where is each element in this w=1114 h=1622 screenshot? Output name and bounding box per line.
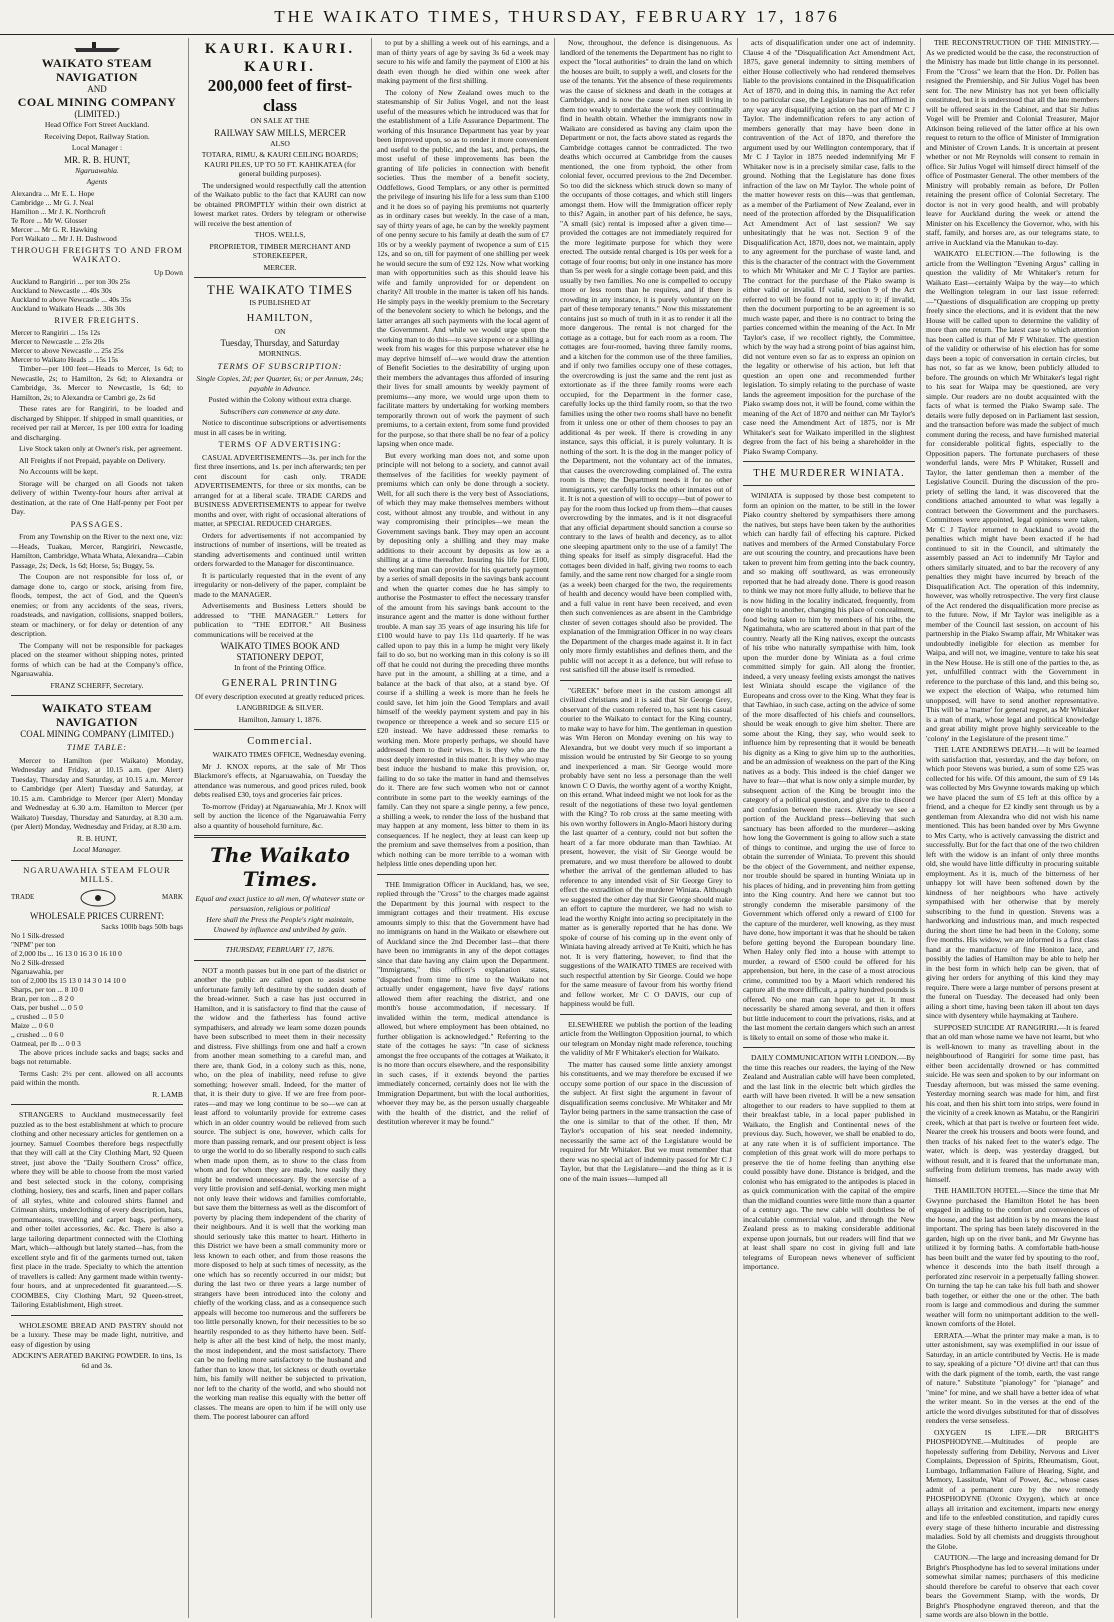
advertising-terms: CASUAL ADVERTISEMENTS—3s. per inch for the first three insertions, and 1s. per inch afterwards; ten per cent discount for cash only. TRADE ADVERTISEMENTS, for three or six months, can be arranged for at a liberal scale. TRADE CARDS and BUSINESS ADVERTISEMENTS to appear for twelve months and over, with right of occasional alterations of matter, at SPECIAL REDUCED CHARGES. <box>194 452 366 528</box>
steam-nav-agents: Agents <box>86 177 108 186</box>
price-row: "NPM" per ton <box>11 939 56 949</box>
steam-nav-town: Ngaruawahia. <box>75 165 119 175</box>
orders-note: Orders for advertisements if not accompanied by instructions of number of insertions, will be treated as standing advertisements and continued until written orders forwarded to the Manager for discontinuance. <box>194 530 366 568</box>
also-label: ALSO <box>270 138 290 148</box>
trade-mark-row <box>11 888 183 908</box>
secretary-sig: FRANZ SCHERFF, Secretary. <box>50 680 144 690</box>
sacks-header: Sacks 100lb bags 50lb bags <box>101 921 183 931</box>
article-text: to put by a shilling a week out of his earnings, and a man of thirty years of age by saving 3s 6d a week may secure to his wife and family the payment of £100 at his death even though he died within one week after making payment of the first shilling. <box>377 38 549 85</box>
suicide-article: SUPPOSED SUICIDE AT RANGIRIRI.—It is feared that an old man whose name we have not learnt, but who is well-known to many as travelling about in the neighbourhood of Rangiriri for some time past, has either been accidentally drowned or has committed suicide. He was seen and spoken to by our informant on Tuesday afternoon, but was missed the same evening. Yesterday morning search was made for him, and first his coat, and then his shirt torn into strips, were found in the vicinity of a creek known as Matahu, or the Rangiriri creek, which at that part is twelve or fourteen feet wide. Nearer the creek his trousers and boots were found, and then tracks of his naked feet to the water's edge. The water, which is deep, was yesterday dragged, but without result, and it is feared that the unfortunate man, suffering from delirium tremens, has made away with himself. <box>926 1022 1099 1184</box>
article-text: "GREEK" before meet in the custom amongst all civilized christians and it is said that Sir George Grey, observant of the custom referred to, has sent his casual courier to the Waikato to contact for the King country, to make way to have for him. The gentleman in question was Wm Heron on Monday evening on his way to Alexandra, but we doubt very much if so important a mission would be entrusted by Sir George to so young and inexperienced a man. Sir George would more probably have sent no less a personage than the well known C O Davis, the worthy agent of a worthy Knight, on this errand. What indeed might we not look for as the result of the negotiations of these two loyal gentlemen with the King? To rob cross at the same meeting with his own worthy followers in Anglo-Maori history during the last quarter of a century, could not but soften the heart of a far more obdurate man than Tawhiao. At present, however, the visit of Sir George would be premature, and we must therefore be allowed to doubt whether the arrival of the gentleman alluded to has reference to any intended visit of Sir George Grey to effect the extradition of the murderer Winiata. Although we suggested the other day that Sir George should make an effort to capture the murderer, we had no wish to lead the worthy Knight into acting so precipitately in the matter as is generally reported that he has done. We spoke of course of his coming up in the event only of Winiata having already arrived at Te Kuiti, which he has not. It is very flattering, however, to find that the suggestions of the WAIKATO TIMES are received with such respectful attention by Sir George. Could we hope for the same measure of favour from his worthy friend and fellow worker, Mr C O DAVIS, our cup of happiness would be full. <box>560 685 732 1008</box>
steamship-icon <box>72 40 122 54</box>
page-masthead: THE WAIKATO TIMES, THURSDAY, FEBRUARY 17, 1876 <box>0 0 1114 35</box>
divider <box>11 860 183 861</box>
divider <box>11 1104 183 1105</box>
subscription-terms: Single Copies, 2d; per Quarter, 6s; or per Annum, 24s; payable in Advance. <box>196 374 364 393</box>
agent-row: Mercer ... Mr G. R. Hawking <box>11 224 98 234</box>
on-sale: ON SALE AT THE <box>250 116 310 125</box>
divider <box>743 461 915 462</box>
steam-nav2-title2: COAL MINING COMPANY (LIMITED.) <box>20 729 174 739</box>
death-article: THE LATE ANDREWS DEATH.—It will be learned with satisfaction that, yesterday, and the day before, on which poor Stevens was buried, a sum of some £25 was collected for his wife. Of this amount, the sum of £9 14s was collected by Mrs Gwynne towards making up which we have placed the sum of £5 left at this office by a friend, and a cheque for £2 kindly sent through us by a gentleman from Alexandra who did not wish his name mentioned. This has been handed over by Mrs Gwynne to Mrs Carty, who is actively canvassing the district and successfully. But for the fact that one of the two children left with the widow is an infant of only three months old, she would have little difficulty in procuring suitable employment. As it is, much of the bitterness of her unhappy lot will have been softened down by the kindness of her neighbours who have actively sympathised with her otherwise that by merely subscribing to the fund in question. Stevens was a hardworking and industrious man, and much respected during the short time he had been in the Colony, some five months. His widow, we are informed is a first class hand at the manufacture of fine Honiton lace, and possibly the ladies of Hamilton may be able to help her in the best form in which help can be given, that of giving her orders for anything of this kind they may require. There were a large number of persons present at the funeral on Tuesday. The deceased had only been ailing a short time, having been taken ill about ten days since with dysentery while haymaking at Tauhere. <box>926 745 1099 1020</box>
oats-row: ,, crushed ... 0 6 0 <box>11 1029 64 1039</box>
freight-row: Auckland to Rangiriri ... per ton 30s 25s <box>11 276 131 286</box>
kauri-quantity: 200,000 feet of first-class <box>207 76 353 115</box>
printers-date: Hamilton, January 1, 1876. <box>238 714 322 724</box>
caution-ad: CAUTION.—The large and increasing demand for Dr Bright's Phosphodyne has led to several imitations under somewhat similar names; purchasers of this medicine should therefore be careful to observe that each cover bears the Government Stamp, with the words, Dr Bright's Phosphodyne engraved thereon, and that the same words are also blown in the bottle. <box>926 1553 1099 1618</box>
oats-row: Oatmeal, per lb ... 0 0 3 <box>11 1038 81 1048</box>
steam-nav-receiving: Receiving Depot, Railway Station. <box>44 131 150 141</box>
oxygen-ad: OXYGEN IS LIFE.—DR BRIGHT'S PHOSPHODYNE.—Multitudes of people are hopelessly suffering from Debility, Nervous and Liver Complaints, Depression of Spirits, Rheumatism, Gout, Lumbago, Inflammation Failure of Hearing, Sight, and Memory, Lassitude, Want of Power, &c., whose cases admit of a permanent cure by the new remedy PHOSPHODYNE (Ozonic Oxygen), which at once allays all irritation and excitement, imparts new energy and life to the enfeebled constitution, and rapidly cures every stage of these hitherto incurable and distressing maladies. Sold by all chemists and druggists throughout the Globe. <box>926 1427 1099 1551</box>
column-3 <box>372 38 555 1618</box>
agent-row: Alexandra ... Mr E. L. Hope <box>11 188 95 198</box>
divider <box>743 485 915 486</box>
divider <box>194 960 366 961</box>
steam-nav-title2: COAL MINING COMPANY <box>17 95 177 109</box>
wholesale-prices-heading: WHOLESALE PRICES CURRENT: <box>29 910 165 921</box>
divider <box>194 277 366 278</box>
column-5 <box>738 38 921 1618</box>
divider <box>377 874 549 875</box>
steam-nav-title: WAIKATO STEAM NAVIGATION <box>41 56 153 84</box>
commercial-tomorrow: To-morrow (Friday) at Ngaruawahia, Mr J. Knox will sell by auction the licence of the Ngaruawahia Ferry also a quantity of household furniture, &c. <box>194 801 366 830</box>
price-row: Bran, per ton ... 8 2 0 <box>11 993 74 1003</box>
agent-row: Cambridge ... Mr G. J. Neal <box>11 197 94 207</box>
oats-row: ,, crushed ... 0 5 0 <box>11 1011 64 1021</box>
divider <box>560 1014 732 1015</box>
depot-location: In front of the Printing Office. <box>234 663 326 672</box>
agent-row: Hamilton ... Mr J. K. Northcroft <box>11 206 106 216</box>
trade-mark-emblem-icon <box>78 888 118 908</box>
price-row: Sharps, per ton ... 8 10 0 <box>11 984 84 994</box>
steam-nav2-manager-title: Local Manager. <box>72 845 122 854</box>
printing-sub: Of every description executed at greatly reduced prices. <box>195 691 365 701</box>
article-text: The matter has caused some little anxiety amongst his constituents, and we may therefore be excused if we occupy some portion of our space in the discussion of the subject. At first sight the argument in favour of disqualification seems conclusive. Mr Whitaker and Mr Taylor being partners in the same transaction the case of the one is similar to that of the other. If then, Mr Taylor's occupation of his seat needed indemnity, necessarily the same act of the Legislature would be required for Mr Whitaker. But we must remember that there was no special act of indemnity passed for Mr C J Taylor, but that the Legislature—and the thing as it is one of the main issues—lumped all <box>560 1059 732 1183</box>
price-row: No 2 Silk-dressed <box>11 957 64 967</box>
election-article: WAIKATO ELECTION.—The following is the article from the Wellington "Evening Argus" calling in question the validity of Mr Whitaker's return for Waikato East—certainly Waipa by the way—to which the Wellington telegram in our last issue referred:—"Questions of disqualification are cropping up pretty freely since the elections, and it is evident that the new House will be called upon to determine the validity of more than one return. The latest case to which attention has been called is that of Mr F Whitaker. The question of the validity or otherwise of his election has for some days been a topic of conversation in certain circles, but has not, so far as we know, been publicly alluded to before. The grounds on which Mr Whitaker's legal right to his seat for Waipa may be questioned, are very simple. Our readers are no doubt acquainted with the facts of what is termed the Piako Swamp sale. The details were fully deposed on in Parliament last session, and the transaction before was made the subject of much comment during the recess, and have furnished material for considerable political fights, especially to the Opposition papers. The fortunate purchasers of these wonderful lands, were Mrs P Whitaker, Russell and Taylor, the latter gentleman then a member of the Legislative Council. During the discussion of the pro-priety of selling the land, it was discovered that the conditions attached amounted to what was legally a contract between the Government and the purchasers. Committees were appointed, legal opinions were taken, Mr C J Taylor returned to Auckland to avoid the penalties which might have been exacted if he had continued to sit in the Council, and ultimately the assembly passed an Act to indemnify Mr Taylor and others similarly situated, and to bar the recovery of any penalties they might have incurred by breach of the Disqualification Act. The operation of this indemnity, however, was wholly retrospective. The very first clause of the Act rendered the disqualification more precise as to the future. Now, if Mr Taylor was ineligible as a member of the Council last session, on account of his partnership in the Piako Swamp affair, Mr Whitaker was undoubtedly ineligible for election as member for Waipa, and will not, we imagine, venture to take his seat in the New House. He is still one of the parties to the, as yet, unfulfilled contract with the Government in reference to the purchase of this land, and this being so, we expect the election of Waipa, who returned him unopposed, will have to send another representative. This will be a 'matter' for general regret, as Mr Whitaker is a man of mark, whose legal and political knowledge and great ability might prove highly serviceable to the 'colony' in the Legislature of the present time." <box>926 249 1099 743</box>
prepaid-note: All Freights if not Prepaid, payable on Delivery. <box>19 455 166 465</box>
storage-note: Storage will be charged on all Goods not taken delivery of within Twenty-four hours after arrival at destination, at the rate of One Half-penny per Foot per Day. <box>11 478 183 516</box>
leader-article: NOT a month passes but in one part of the district or another the public are called upon to assist some unfortunate family left destitute by the sudden death of the bread-winner. Such a case has just occurred in Hamilton, and it is satisfactory to find that the cause of the widow and the fatherless has found active sympathisers, and already we learn some dozen pounds have been subscribed to meet them in their necessity and distress. Five shillings from one and half a crown from another mean something to a careful man, and there are, thank God, in a colony such as this, none, who, on the plea of inability, need refuse to give something; however small. Indeed, for the matter of that, it is their duty to give. If we are free from poor-rates—and may we long continue to be so—we can at least afford to voluntarily provide for extreme cases which in an older country would be relieved from such source. The subject is one, however, which calls for more than passing remark, and our present object is less to urge the world to do so liberally respond to such calls when made upon them, as to show to the class from whom and for whom they are made, how easily they might be rendered unnecessary. By the exercise of a very little provision and self-denial, working men might not only leave their widows and families comfortable, but save them the bitterness as well as the discomfort of poverty by placing them independent of the charity of their neighbours. And it is well that the working man should seriously take this matter to heart. Hitherto in this District we have been a small community more or less known to each other, and from those reasons the more disposed to help at such times of necessity, as the one which has so recently occurred in our midst; but during the last two or three years a large number of strangers have been introduced into the colony and chiefly of the working class, and as a consequence such appeals will become too numerous and the sufferers be too little personally known, for their necessities to be so heartily responded to as they hitherto have been. Self-help is after all the best kind of help, the most manly, the most independent, and the most satisfactory. There can be no feeling more satisfactory to the husband and father than to know that, let sickness or death overtake him, his family will neither be subjected to privation, nor left to the charity of the world, and who should not the working man realise this equally with the better off classes. The means are open to him if he will only use them. The poorest labourer can afford <box>194 965 366 1421</box>
steam-nav2-title: WAIKATO STEAM NAVIGATION <box>41 701 153 729</box>
accounts-note: No Accounts will be kept. <box>19 467 99 476</box>
errata-article: ERRATA.—What the printer may make a man, is to utter astonishment, say was exemplified in our issue of Saturday, in an article contributed by Vectis. He is made to say, speaking of a picture "O! divine art! that can thus with the dark pigment of the tomb, earth, the vast range of nature." Substitute "pianology" for "pianage" and "mine" for mine, and we shall have a better idea of what the writer meant. So in the verses at the end of the article the word divulges substituted for that of dissolves renders the verse senseless. <box>926 1330 1099 1425</box>
bread-ad: WHOLESOME BREAD AND PASTRY should not be a luxury. These may be made light, nutritive, and easy of digestion by using <box>11 1320 183 1349</box>
prices-note: The above prices include sacks and bags; sacks and bags not returnable. <box>11 1047 183 1066</box>
murderer-heading: THE MURDERER WINIATA. <box>753 468 905 479</box>
price-row: of 2,000 lbs ... 16 13 0 16 3 0 16 10 0 <box>11 948 122 958</box>
clothing-mart-ad: STRANGERS to Auckland mustnecessarily feel puzzled as to the best establishment at which to procure clothing and other necessary articles for gentlemen on a journey. Samuel Coombes therefore begs respectfully that they will call at the City Clothing Mart, 92 Queen street, just above the "Daily Southern Cross" office, where they will be able to choose from the most varied and best selected stock in the colony, comprising clothing, hosiery, ties and scarfs, linen and paper collars of all styles, white and coloured shirts flannel and Crimean shirts, underclothing of every description, hats, portmanteaus, travelling and carpet bags, perfumery, and other toilet accessories, &c. &c. There is also a large tailoring department connected with the Clothing Mart, which—although but lately started—has, from the excellent style and fit of the garments turned out, taken first place in the trade. Specialty to which the attention of travellers is called: Any garment made within twenty-four hours, and at unprecedented fit guaranteed.—S. COOMBES, City Clothing Mart, 92 Queen-street, Tailoring Establishment, High street. <box>11 1110 183 1309</box>
subscribers-note: Subscribers can commence at any date. <box>219 406 341 416</box>
kauri-intro: The undersigned would respectfully call the attention of the Waikato public to the fact that KAURI can now be obtained PROMPTLY within their own district at lowest market rates. Orders by telegram or otherwise will receive the best attention of <box>194 180 366 228</box>
newspaper-columns <box>6 38 1108 1618</box>
time-table-text: Mercer to Hamilton (per Waikato) Monday, Wednesday and Friday, at 10.15 a.m. (per Alert) Tuesday, Thursday and Saturday, at 10.15 a.m. Mercer to Cambridge (per Alert) Tuesday and Saturday, at 10.15 a.m. Cambridge to Mercer (per Alert) Monday and Wednesday at 6.30 a.m. Hamilton to Mercer (per Waikato) Tuesday, Thursday and Saturday, at 8.30 a.m. (per Alert) Monday, Wednesday and Friday, at 8.30 a.m. <box>11 755 183 831</box>
motto-2: Here shall the Press the People's right maintain, Unawed by influence and unbribed by gain. <box>206 915 354 934</box>
river-freight-row: Mercer to Rangiriri ... 15s 12s <box>11 328 101 337</box>
paper-title-blackletter: The Waikato Times. <box>210 843 350 891</box>
commercial-heading: Commercial. <box>247 736 313 747</box>
saw-mills: RAILWAY SAW MILLS, MERCER <box>214 127 346 138</box>
column-6 <box>921 38 1104 1618</box>
oats-row: Oats, per bushel ... 0 5 0 <box>11 1002 83 1012</box>
posted-note: Posted within the Colony without extra charge. <box>208 395 352 404</box>
oats-row: Maize ... 0 6 0 <box>11 1020 54 1030</box>
divider <box>11 695 183 696</box>
steam-nav-manager: MR. R. B. HUNT, <box>63 154 131 165</box>
price-row: Ngaruawahia, per <box>11 966 64 976</box>
freight-row: Auckland to above Newcastle ... 40s 35s <box>11 294 132 304</box>
freight-row: Auckland to Newcastle ... 40s 30s <box>11 285 112 295</box>
divider <box>560 680 732 681</box>
general-printing: GENERAL PRINTING <box>221 677 339 689</box>
article-text: acts of disqualification under one act of indemnity. Clause 4 of the "Disqualification Act Amendment Act, 1875, gave general indemnity to sitting members of either House collectively who had rendered themselves liable to the provisions contained in the Disqualification Act of 1870, and in doing this, in naming the Act refer to no particular case, the Legislature has not affirmed in any way any disqualifying action on the part of Mr C J Taylor. The indemnification refers to any action of members generally that may have been done in contravention of the Act of 1870, and therefore the argument used by our Wellington contemporary, that if Mr C J Taylor in 1875 needed indemnifying Mr F Whitaker now is in a precisely similar case, falls to the ground. Nothing that the Legislature has done fixes infraction of the law on Mr Taylor. The whole point of the matter however rests on this—was that gentleman, as a member of the Parliament of New Zealand, ever in need of the protection afforded by the Disqualification Act Amendment Act of last session? We say unhesitatingly that he was not. Section 9 of the Disqualification Act, 1870, does not, we maintain, apply to any agreement for the purchase of waste land, and this is the character of the contract with the Government to which Mr Whitaker and Mr C J Taylor are parties. The contract for the purchase of the Piako swamp is either valid or invalid. If valid, section 9 of the Act referred to will be found not to apply to it; if invalid, then the document purporting to be an agreement is so much waste paper, and there is no contract to bring the parties concerned within the meaning of the Act. In Mr Taylor's case, if we recollect rightly, the Committee, which by the way had a strong point of bias against him, did not venture even so far as to express an opinion on the legality or otherwise of his action, but left that question an open one and recommended further legislation. To simply relating to the purchase of waste lands the agreement imposition for the purchase of the Piako swamp does not, it will be found, come within the meaning of the Act of 1870 and neither can Mr Taylor's case need the Amendment Act of 1875, nor is Mr Whitaker's seat for Waikato imperilled in the slightest degree from the fact of his being a shareholder in the Piako Swamp Company. <box>743 38 915 456</box>
paper-name: THE WAIKATO TIMES <box>206 282 354 297</box>
article-text: Now, throughout, the defence is disingenuous. As landlord of the tenements the Department has no right to expect the "local authorities" to drain the land on which the houses are built, to supply a well, and closets for the use of the tenants. Yet the absence of these requirements was the cause of sickness and death in the cottages at Cambridge, and is now the cause of men still living in them too weakly to undertake the work they continually find in health obtain. Whether the immigrants now in Waikato are considered as having any claim upon the Department or not, the facts above stated as regards the Cambridge cottages cannot be contradicted. The two deaths which occurred at Cambridge from the causes mentioned, the one from typhoid, the other from colonial fever, occurred previous to the 2nd December. So too did the sickness which struck down so many of the occupants of those cottages, and which still lingers amongst them. How will the Immigration officer reply to this? Again, in another part of his defence, he says, "A small (sic) rental is imposed after a given time—provided the cottages are not immediately required for the more legitimate purpose for which they were erected. The outside rental charged is 10s per week for a cottage of four rooms; but only in one instance has more than 5s per week for a single cottage been paid, and this usually by two families. No one is compelled to occupy more or less room than he requires, and if there is crowding in any instance, it is purely voluntary on the part of these temporary tenants." Now this misstatement contains just so much of truth in it as to render it all the more dangerous. The rental is not charged for the cottage as a cottage, but for each room as a room. The cottages are four-roomed, having three family rooms, and a kitchen for the common use of the three families, and if only two families occupy one of these cottages, the overcrowding is just the same and the rent just as extortionate as if the three family rooms were each occupied, for the Department in the former case, carefully locks up the third family room, so that the two families using the other two rooms shall have no benefit from it unless one or other of them chooses to pay an additional 4s per week. If there is crowding in any instance, says this official, it is purely voluntary. It is nothing of the sort. It is the dog in the manger policy of the Department, not the voluntary act of the inmates, that causes the overcrowding complained of. The extra room is there; the Department needs it for no other immigrants, yet carefully locks the other inmates out of it. It is not a question of will to occupy—but of power to pay for the room thus locked up from them—that causes overcrowding by the inmates, and is it not disgraceful that any official department should sanction a course so contrary to the laws of health and decency, as to allot one sleeping apartment only to the use of a family! The thing speaks for itself as simply disgraceful. Had the cottages been divided in half, giving two rooms to each family, and the same rent now charged for a single room (as a week) been charged for the two, the requirements of health and decency would have been complied with, and a full value in rent have been received, and even then such conveniences as are absent in the Cambridge cluster of seven cottages should also be provided. The explanation of the Immigration Officer in no way clears the Department of the charges made against it. It in fact only more firmly establishes and defines them, and the public will not accept it as a defence, but will refuse to rest satisfied till the abuse itself is remedied. <box>560 38 732 674</box>
price-row: No 1 Silk-dressed <box>11 930 64 940</box>
agent-list <box>11 189 183 243</box>
commercial-office: WAIKATO TIMES OFFICE, Wednesday evening. <box>212 750 366 759</box>
liability-note: The Company will not be responsible for packages placed on the steamer without shipping notes, printed forms of which can be had at the Company's office, Ngaruawahia. <box>11 640 183 678</box>
hotel-article: THE HAMILTON HOTEL.—Since the time that Mr Gwynne purchased the Hamilton Hotel he has been engaged in adding to the comfort and conveniences of the house, and the last addition is by no means the least important. The spring has been lately discovered in the garden, high up on the river bank, and Mr Gwynne has utilized it by forming baths. A comfortable bath-house has been built and the water fed by spouting to the roof, whence it descends into the bath itself through a perforated zinc reservoir in a perpetually falling shower. On turning the tap he can take his full bath and shower bath together, or either the one or the other. The bath room is large and commodious and during the summer weather will form no unimportant addition to the well-known comforts of the Hotel. <box>926 1186 1099 1328</box>
ministry-article: THE RECONSTRUCTION OF THE MINISTRY.—As we predicted would be the case, the reconstruction of the Ministry has made but little change in its personnel. From the "Cross" we learn that the Hon. Dr. Pollen has resigned the Premiership, and Sir Julius Vogel has been sent for. The new Ministry has not yet been officially constituted, but it is understood that all the late members will be offered seats in the Cabinet, and that Sir Julius Vogel will be Premier and Colonial Treasurer, Major Atkinson being relieved of the latter office at his own request to return to the office of Minister of Immigration and Minister of Crown Lands. It is uncertain at present whether or not Mr Reynolds will consent to remain in office. Sir Julius Vogel will himself direct himself of the office of Postmaster General. The other members of the Ministry will probably remain as before, Dr Pollen retaining the present office of Colonial Secretary. The doctor is not in very good health, and will probably leave for Auckland during the week or attend the Minister on his Excellency the Governor, who, with his staff, family, and horses are, as our telegrams state, to arrive in Auckland via the Manukau to-day. <box>926 38 1099 247</box>
rates-notes: These rates are for Rangiriri, to be loaded and discharged by Shipper. If shipped in small quantities, or received per rail at Mercer, 1s per 100 extra for loading and discharging. <box>11 404 183 442</box>
river-freight-row: Mercer to above Newcastle ... 25s 25s <box>11 346 124 355</box>
subscription-heading: TERMS OF SUBSCRIPTION: <box>217 360 343 371</box>
flour-mills-title: NGARUAWAHIA STEAM FLOUR MILLS. <box>23 864 171 884</box>
motto-1: Equal and exact justice to all men, Of whatever state or persuasion, religious or political <box>195 894 365 913</box>
divider <box>743 1047 915 1048</box>
river-freights-heading: RIVER FREIGHTS. <box>54 314 140 325</box>
mill-sig: R. LAMB <box>152 1089 183 1099</box>
column-4 <box>555 38 738 1618</box>
column-2 <box>189 38 372 1618</box>
timber-rates: Timber—per 100 feet—Heads to Mercer, 1s 6d; to Newcastle, 2s; to Hamilton, 2s 6d; to Alexandra or Cambridge, 3s. Mercer to Newcastle, 1s 6d; to Hamilton, 2s; to Alexandra or Cambri ge, 2s 6d <box>11 364 183 402</box>
steam-nav-limited: (LIMITED.) <box>74 109 120 119</box>
passages-text: From any Township on the River to the next one, viz:—Heads, Tuakau, Mercer, Rangiriri, Newcastle, Hamilton, Cambridge, Whata Whata, Alexandra—Cabin Passage, 2s; Deck, 1s 6d; Horse, 5s; Buggy, 5s. <box>11 532 184 570</box>
depot-name: WAIKATO TIMES BOOK AND STATIONERY DEPOT, <box>220 641 340 662</box>
baking-powder-ad: ADCKIN'S AERATED BAKING POWDER. In tins, 1s 6d and 3s. <box>11 1351 183 1370</box>
time-table-heading: TIME TABLE: <box>66 742 128 752</box>
article-text: The colony of New Zealand owes much to the statesmanship of Sir Julius Vogel, and not the least useful of the measures which he introduced was that for the establishment of a Life Assurance Department. The working of this Insurance Department has year by year been improved upon, so as to render it more convenient and useful to the public, and the last, and, perhaps, the most useful of these improvements has been the granting of life policies in connection with benefit societies. Thus the member of a benefit society, Oddfellows, Good Templars, or any other is permitted the privilege of insuring his life for a less sum than £100 and it he does so of paying his premiums not quarterly as in ordinary cases but weekly. In the case of a man, say of thirty years of age, he can by the weekly payment of one penny secure to his family at death the sum of £7 10s or by a weekly payment of twopence a sum of £15 12s, and so on, till for payment of one shilling per week he would secure the sum of £92 12s. Now what working man with opportunities such as this should leave his wife and family unprovided for or dependent on charity? All trouble in the matter is taken off his hands. He simply pays in the weekly premium to the Secretary of the benevolent society to which he belongs, and the latter arranges all such payments with the local agent of the Government. And while we would urge upon the working man to do this—to save sixpence or a shilling a week from his wages for this purpose whatever else he may deprive himself of—we would draw the attention of Benefit Societies to the desirability of urging upon their members the advantages thus afforded of insuring their lives for small amounts by weekly payment of premiums—any more, we would urge upon them to facilitate matters by undertaking for working members temporarily thrown out of work the payment of such premiums, to a certain extent, from some fund provided for the purpose, so that there shall be no fear of a policy lapsing when once made. <box>377 87 549 448</box>
passages-heading: PASSAGES. <box>70 518 124 529</box>
divider <box>11 1315 183 1316</box>
commercial-report: Mr J. KNOX reports, at the sale of Mr Thos Blackmore's effects, at Ngaruawahia, on Tuesday the attendance was numerous, and good prices ruled, book debts realised £30, toys and groceries fair prices. <box>194 761 366 799</box>
immigration-article: THE Immigration Officer in Auckland, has, we see, replied through the "Cross" to the charges made against the Department by this journal with respect to the immigrant cottages and their treatment. His excuse amounts simply to this: that the Government have had no immigrants on hand in the Waikato or elsewhere out of Auckland since the 2nd December last—that there have been no immigrants in any of the depot cottages since that date having any claim upon the Department. "Immigrants," this officer's explanation states, "dispatched from time to time to the Waikato not actually under engagement, have five days' rations allowed them after reaching the district, and one month's house accommodation, if necessary. If invalided within the term, medical attendance is allowed, but where employment has been obtained, no further obligation is acknowledged." Referring to the state of the cottages he says: "In case of sickness amongst the free occupants of the cottages at Waikato, it is no more than occurs elsewhere, and the responsibility in such cases, if it extends beyond the parties immediately concerned, certainly does not lie with the Immigration Department, but with the local authorities, whoever they may be, as the person usually chargeable with the health of the district, and the relief of destitution wherever it may be found." <box>377 879 549 1126</box>
freight-row: Auckland to Waikato Heads ... 30s 30s <box>11 303 126 313</box>
complaint-note: It is particularly requested that in the event of any irregularity or non-delivery of the paper, complaint be made to the MANAGER. <box>194 570 366 599</box>
mark-label: MARK <box>161 892 183 901</box>
advertising-heading: TERMS OF ADVERTISING: <box>218 439 342 449</box>
divider <box>194 729 366 730</box>
on-label: ON <box>274 326 286 336</box>
kauri-sig2: PROPRIETOR, TIMBER MERCHANT AND STOREKEEPER, <box>209 241 351 260</box>
updown-label: Up Down <box>154 267 183 277</box>
hamilton-label: HAMILTON, <box>246 312 314 324</box>
kauri-heading: KAURI. KAURI. KAURI. <box>204 41 356 75</box>
through-freights-heading: THROUGH FREIGHTS TO AND FROM WAIKATO. <box>11 244 183 264</box>
discontinue-note: Notice to discontinue subscriptions or advertisements must in all cases be in writing. <box>194 418 366 437</box>
also-list: TOTARA, RIMU, & KAURI CEILING BOARDS; KAURI PILES, UP TO 50 FT. KAHIKATEA (for general building purposes). <box>201 150 359 178</box>
letters-note: Advertisements and Business Letters should be addressed to "THE MANAGER." Letters for publication to "THE EDITOR." All Business communications will be received at the <box>194 601 366 639</box>
agent-row: Te Rore ... Mr W. Glosser <box>11 215 88 225</box>
trade-label: TRADE <box>11 892 35 901</box>
kauri-sig: THOS. WELLS, <box>254 230 306 239</box>
london-communication: DAILY COMMUNICATION WITH LONDON.—By the time this reaches our readers, the laying of the New Zealand and Australian cable will have been completed, and the last link in the electric belt which girdles the earth will have been riveted. It will be a new sensation altogether to our readers to have supplied to them at their breakfast table, in a local paper published in Waikato, the English and Continental news of the previous day. Such, however, we shall be enabled to do, at any rate when it is of sufficient importance. The completion of this great work will do more perhaps to preserve the tie of home feeling than anything else could possibly have done. Distance is bridged, and the colonist who has emigrated to the antipodes is placed in as quick communication with the capital of the empire than the midland counties were little more than a quarter of a century ago. The new cable will doubtless be of incalculable commercial value, and through the New Zealand press as to making considerable additional expense upon journals, but our readers will find that we at least shall spare no cost in giving full and late telegrams of European news whenever of sufficient importance. <box>743 1053 915 1271</box>
coupon-note: The Coupon are not responsible for loss of, or damage done to, cargo or stock, arising from fire, floods, tempest, the act of God, and the Queen's enemies; or from any accidents of the seas, rivers, roadsteads, and navigation, collisions, snapped boilers, steam or machinery, or for delay or detention of any description. <box>11 572 183 638</box>
murderer-article: WINIATA is supposed by those best competent to form an opinion on the matter, to be still in the lower Piako country sheltered by sympathisers there among the natives, but steps have been taken by the authorities which can hardly fail of effecting his capture. Picked natives and members of the Armed Constabulary Force are out scouring the country, and precautions have been taken to prevent him from getting into the back country, and so making off southward, as was erroneously reported that he had already done. There is good reason to think we may not more fully allude, to believe that he is now hiding in the locality indicated, frequently, from one night to another, changing his place of concealment, food being taken to him by members of his tribe, the Ngatimahuta, who are scattered about in that part of the country. Nearly all the King natives, except the outcasts of his tribe who naturally sympathise with him, look upon the murder done by Winiata as a foul crime committed simply for gain. All along the frontier, indeed, a very uneasy feeling exists amongst the natives lest Winiata should escape the vigilance of the Europeans and cross over to the King. What they fear is that Tawhiao, in such case, acting on the advice of some of the more disaffected of his chiefs and counsellors, should be weak enough to give him shelter. There are some about the King, they say, who would seek to influence him by representing that it would be beneath his dignity as a King to give him up to the authorities, and be an admission of weakness on the part of the King natives as a body. This indeed is the chief danger we have to fear—that what is now only a simple murder, by subsequent action of the King be brought into the category of a political question, and give rise to discord and confusion between the races. Already we see a portion of the Auckland press—believing that such sanctuary has been afforded to the murderer—asking how long the Government is going to allow such a state of things to continue, and urging the use of force to obtain the surrender of Winiata. To prevent this should be the object of the Government, and neither expense, nor trouble should be spared in hunting Winiata up in his places of hiding, and in preventing him from getting into the King country. And here we cannot but too strongly condemn the miserable parsimony of the Government which offered only a reward of £100 for the capture of the murderer, well knowing, as they must have done, how important it was that he should be taken before getting beyond the European boundary line. When Haley only fled into a house with attempt to murder, a reward of £500 could be offered for his apprehension, but here, in the case of a most atrocious crime, committed too by a Maori which rendered his capture all the more difficult, a paltry hundred pounds is offered. No one man can hope to get it. It must necessarily be shared among several, and then it offers but little inducement to court the privations, risks, and at the last moment the certain dangers which such an arrest is likely to entail on some of those who make it. <box>743 491 915 1042</box>
mornings-label: MORNINGS. <box>258 349 302 358</box>
published-at: IS PUBLISHED AT <box>249 298 311 307</box>
column-1 <box>6 38 189 1618</box>
divider <box>194 939 366 940</box>
agent-row: Port Waikato ... Mr J. H. Dashwood <box>11 233 117 243</box>
article-text: ELSEWHERE we publish the portion of the leading article from the Wellington Opposition journal, to which our telegram on Monday night made reference, touching the validity of Mr F Whitaker's election for Waikato. <box>560 1019 732 1057</box>
steam-nav-manager-label: Local Manager : <box>71 143 123 152</box>
live-stock-note: Live Stock taken only at Owner's risk, per agreement. <box>19 444 183 453</box>
kauri-sig3: MERCER. <box>263 262 297 272</box>
divider <box>194 835 366 838</box>
printers-sig: LANGBRIDGE & SILVER. <box>236 703 324 712</box>
steam-nav2-manager: R. B. HUNT, <box>76 833 118 843</box>
terms-cash: Terms Cash: 2½ per cent. allowed on all accounts paid within the month. <box>11 1068 183 1087</box>
river-freight-row: Mercer to Newcastle ... 25s 20s <box>11 337 105 346</box>
article-text: But every working man does not, and some upon principle will not belong to a society, and cannot avail themselves of the facilities for weekly payment of premiums which can only be done through a society. Well, for all such there is the very best of Associations, of which they may make themselves members without cost, without almost any trouble, and without in any way compromising their principles—we mean the Government savings bank. They may open an account by depositing only a shilling and they may make additions to their account by deposits as low as a shilling at a time thereafter. Insuring his life for £100, the working man can provide for his quarterly payment by a series of small deposits in the savings bank account and when the quarter comes due he has simply to authorise the Postmaster to effect the necessary transfer of the amount from his savings bank account to the insurance agent and the matter is done without further trouble. A man say 35 years of age insuring his life for £100 would have to pay 11s 11d quarterly. If he was called upon to pay this in a lump he might very likely fail to do so, but no working man in this colony is so ill off that he could not during the preceding three months have put in the amount, a shilling at a time, and a balance at the back of that also, at a stand bye. Of course if a shilling a week is more than he feels he could save, let him join the Good Templars and avail himself of the weekly payment system and pay in his twopence or threepence a week and so secure £15 or £20 instead. We have addressed these remarks to working men. More properly perhaps, we should have addressed them to their wives. It is they who are the most deeply interested in this matter. It is they who may best induce the husband to make this provision, or, failing to do so take the matter in hand and themselves do it. There are few such women who not or cannot contribute in some part to the weekly earnings of the family. Can they not spare a single penny, a few pence, a shilling a week, to render the loss of the husband that may happen at any moment, less bitter to them in its consequences. If he neglect, they at least can keep up the premium and save themselves from a position, than which nothing can be more terrible to a woman with helpless little ones depending upon her. <box>377 450 549 868</box>
publication-days: Tuesday, Thursday, and Saturday <box>220 338 340 348</box>
steam-nav-and: AND <box>87 84 107 94</box>
steam-nav-office: Head Office Fort Street Auckland. <box>44 120 150 129</box>
river-freight-row: Mercer to Waikato Heads ... 15s 15s <box>11 355 119 364</box>
issue-date: THURSDAY, FEBRUARY 17, 1876. <box>225 945 335 954</box>
price-row: ton of 2,000 lbs 15 13 0 14 3 0 14 10 0 <box>11 975 126 985</box>
